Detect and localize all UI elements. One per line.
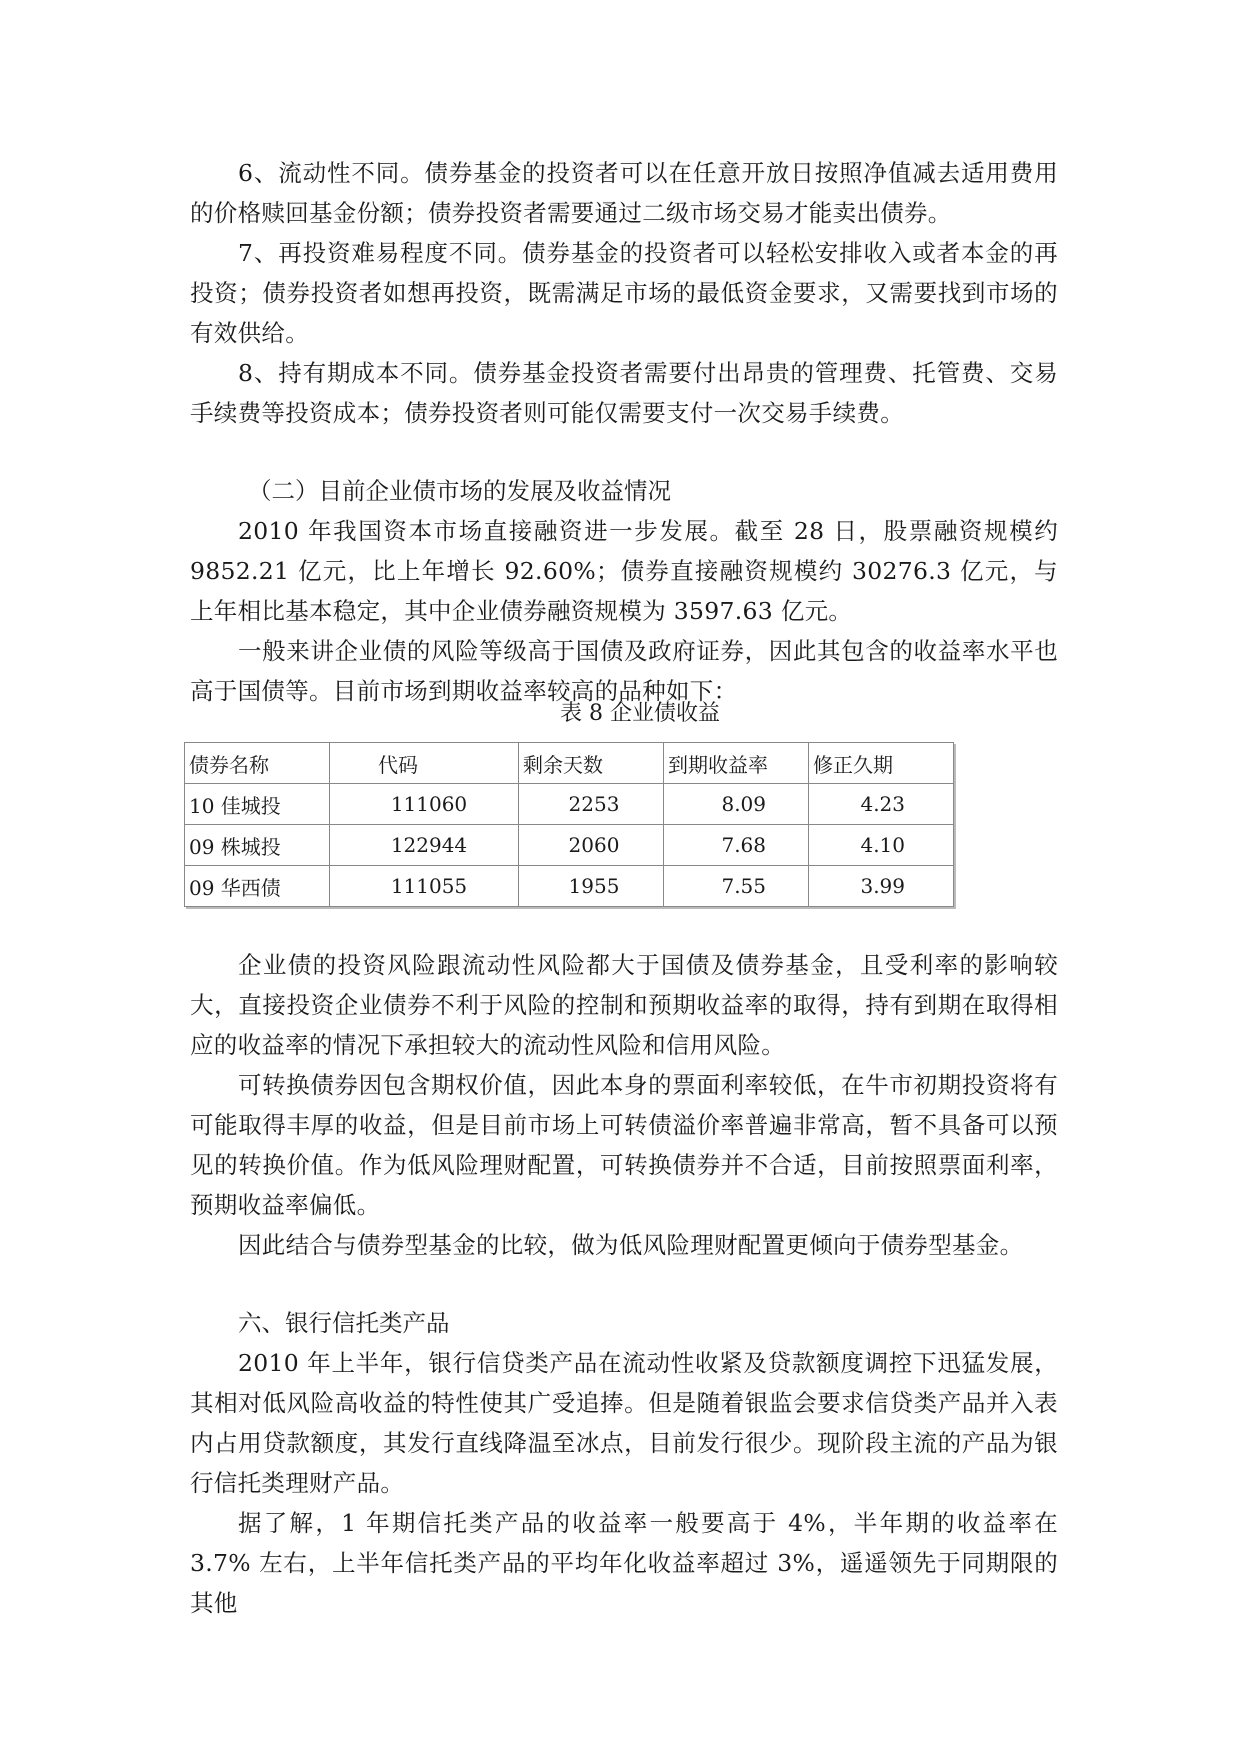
cell-ytm: 8.09	[664, 784, 809, 825]
cell-ytm: 7.55	[664, 866, 809, 907]
paragraph-convertible-bonds: 可转换债券因包含期权价值，因此本身的票面利率较低，在牛市初期投资将有可能取得丰厚的收益，但是目前市场上可转债溢价率普遍非常高，暂不具备可以预见的转换价值。作为低风险理财配置，可转换债券并不合适，目前按照票面利率，预期收益率偏低。	[190, 1071, 1058, 1219]
cell-bond-name: 09 株城投	[185, 825, 330, 866]
cell-code: 122944	[330, 825, 519, 866]
paragraph-market-2010: 2010 年我国资本市场直接融资进一步发展。截至 28 日，股票融资规模约 9852.21 亿元，比上年增长 92.60%；债券直接融资规模约 30276.3 亿元，与上年相比基本稳定，其中企业债券融资规模为 3597.63 亿元。	[190, 517, 1058, 625]
cell-days: 2060	[519, 825, 664, 866]
paragraph-reinvestment: 7、再投资难易程度不同。债券基金的投资者可以轻松安排收入或者本金的再投资；债券投资者如想再投资，既需满足市场的最低资金要求，又需要找到市场的有效供给。	[190, 239, 1058, 347]
cell-bond-name: 10 佳城投	[185, 784, 330, 825]
cell-ytm: 7.68	[664, 825, 809, 866]
cell-code: 111060	[330, 784, 519, 825]
table-header-row	[185, 743, 954, 784]
header-code: 代码	[330, 743, 519, 784]
header-modified-duration: 修正久期	[809, 743, 954, 784]
paragraph-bank-credit-products: 2010 年上半年，银行信贷类产品在流动性收紧及贷款额度调控下迅猛发展，其相对低风险高收益的特性使其广受追捧。但是随着银监会要求信贷类产品并入表内占用贷款额度，其发行直线降温至冰点，目前发行很少。现阶段主流的产品为银行信托类理财产品。	[190, 1349, 1058, 1497]
cell-duration: 4.23	[809, 784, 954, 825]
header-bond-name: 债券名称	[185, 743, 330, 784]
corporate-bond-yield-table	[184, 742, 954, 907]
table-row	[185, 784, 954, 825]
paragraph-trust-yields: 据了解，1 年期信托类产品的收益率一般要高于 4%，半年期的收益率在 3.7% 左右，上半年信托类产品的平均年化收益率超过 3%，遥遥领先于同期限的其他	[190, 1509, 1058, 1617]
table-caption: 表 8 企业债收益	[560, 701, 720, 726]
cell-days: 1955	[519, 866, 664, 907]
paragraph-liquidity: 6、流动性不同。债券基金的投资者可以在任意开放日按照净值减去适用费用的价格赎回基金份额；债券投资者需要通过二级市场交易才能卖出债券。	[190, 159, 1058, 227]
header-ytm: 到期收益率	[664, 743, 809, 784]
section-heading-bank-trust: 六、银行信托类产品	[238, 1309, 450, 1337]
cell-duration: 4.10	[809, 825, 954, 866]
cell-code: 111055	[330, 866, 519, 907]
paragraph-conclusion: 因此结合与债券型基金的比较，做为低风险理财配置更倾向于债券型基金。	[238, 1231, 1024, 1259]
header-days-remaining: 剩余天数	[519, 743, 664, 784]
paragraph-corporate-bond-risk: 企业债的投资风险跟流动性风险都大于国债及债券基金，且受利率的影响较大，直接投资企业债券不利于风险的控制和预期收益率的取得，持有到期在取得相应的收益率的情况下承担较大的流动性风险和信用风险。	[190, 951, 1058, 1059]
paragraph-risk-level: 一般来讲企业债的风险等级高于国债及政府证券，因此其包含的收益率水平也高于国债等。目前市场到期收益率较高的品种如下：	[190, 637, 1058, 705]
cell-days: 2253	[519, 784, 664, 825]
table-row	[185, 866, 954, 907]
cell-duration: 3.99	[809, 866, 954, 907]
cell-bond-name: 09 华西债	[185, 866, 330, 907]
section-heading-corporate-bonds: （二）目前企业债市场的发展及收益情况	[248, 477, 671, 505]
table-row	[185, 825, 954, 866]
paragraph-holding-cost: 8、持有期成本不同。债券基金投资者需要付出昂贵的管理费、托管费、交易手续费等投资成本；债券投资者则可能仅需要支付一次交易手续费。	[190, 359, 1058, 427]
